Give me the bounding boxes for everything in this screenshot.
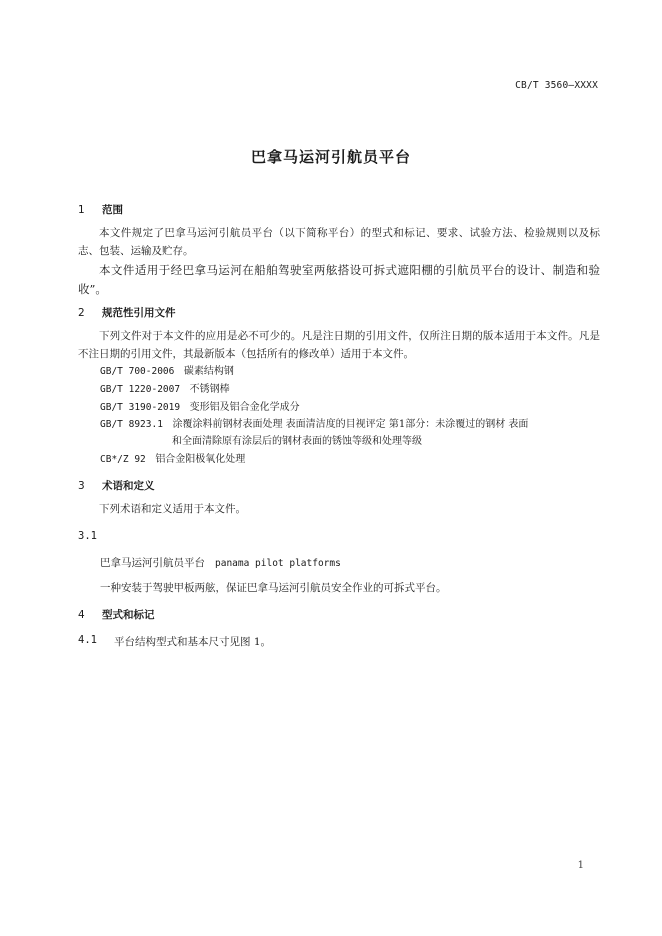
reference-item [100, 451, 245, 468]
page-number: 1 [577, 860, 584, 871]
section-number: 4 [78, 609, 85, 621]
reference-item [100, 399, 300, 416]
reference-title: 铝合金阳极氧化处理 [155, 454, 246, 465]
reference-title: 涂覆涂料前钢材表面处理 表面清洁度的目视评定 第1部分：未涂覆过的钢材 表面 [172, 419, 529, 430]
document-title: 巴拿马运河引航员平台 [250, 148, 411, 166]
reference-title: 碳素结构钢 [183, 366, 234, 377]
standard-code: CB/T 3560—XXXX [515, 80, 598, 91]
reference-title: 不锈钢棒 [189, 384, 230, 395]
reference-item [100, 381, 230, 398]
subsection-number: 4.1 [78, 634, 97, 646]
section-number: 2 [78, 307, 85, 319]
section-4-heading [78, 607, 155, 622]
section-title: 规范性引用文件 [102, 307, 176, 319]
section-2-paragraph-1: 下列文件对于本文件的应用是必不可少的。凡是注日期的引用文件，仅所注日期的版本适用于本文件。凡是不注日期的引用文件，其最新版本（包括所有的修改单）适用于本文件。 [78, 330, 600, 360]
reference-item [100, 363, 234, 380]
reference-item [100, 416, 600, 450]
reference-code: CB*/Z 92 [100, 454, 146, 465]
section-title: 范围 [102, 204, 123, 216]
term-chinese: 巴拿马运河引航员平台 [100, 557, 205, 569]
reference-code: GB/T 700-2006 [100, 366, 175, 377]
reference-code: GB/T 1220-2007 [100, 384, 181, 395]
reference-title: 变形铝及铝合金化学成分 [189, 402, 300, 413]
section-number: 3 [78, 480, 85, 492]
section-1-paragraph-1: 本文件规定了巴拿马运河引航员平台（以下简称平台）的型式和标记、要求、试验方法、检验规则以及标志、包装、运输及贮存。 [78, 227, 600, 257]
subsection-text: 平台结构型式和基本尺寸见图 1。 [114, 636, 272, 648]
section-2-heading [78, 305, 176, 320]
reference-code: GB/T 8923.1 [100, 419, 163, 430]
subsection-number: 3.1 [78, 530, 97, 542]
section-title: 术语和定义 [102, 480, 155, 492]
term-english: panama pilot platforms [215, 558, 341, 569]
term-definition: 一种安装于驾驶甲板两舷，保证巴拿马运河引航员安全作业的可拆式平台。 [100, 582, 447, 594]
reference-title-continued: 和全面清除原有涂层后的钢材表面的锈蚀等级和处理等级 [172, 436, 422, 447]
reference-code: GB/T 3190-2019 [100, 402, 181, 413]
section-number: 1 [78, 204, 85, 216]
section-3-paragraph-1: 下列术语和定义适用于本文件。 [99, 503, 246, 515]
section-1-heading [78, 202, 123, 217]
section-title: 型式和标记 [102, 609, 155, 621]
term-entry [100, 555, 341, 570]
section-3-heading [78, 478, 155, 493]
section-1-paragraph-2: 本文件适用于经巴拿马运河在船舶驾驶室两舷搭设可拆式遮阳棚的引航员平台的设计、制造和验收”。 [78, 263, 600, 296]
